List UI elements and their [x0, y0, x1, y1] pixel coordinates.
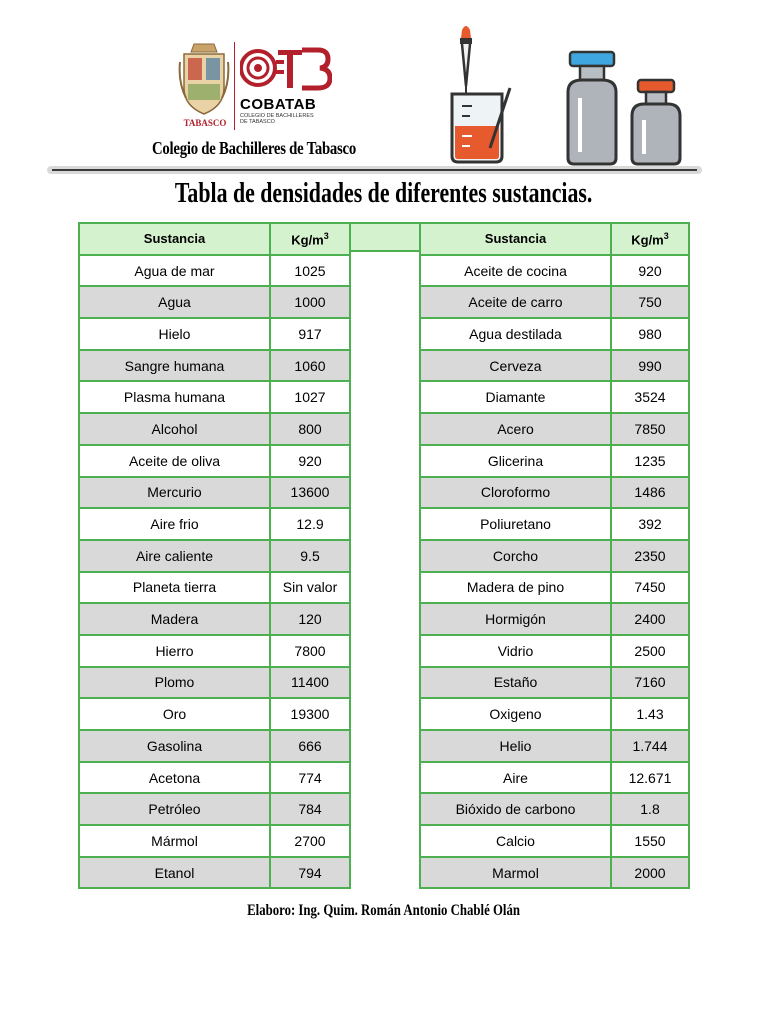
table-row: [79, 730, 350, 762]
substance-cell: Agua: [79, 286, 270, 318]
substance-cell: Hierro: [79, 635, 270, 667]
substance-cell: Plomo: [79, 667, 270, 699]
table-row: [420, 730, 689, 762]
substance-cell: Bióxido de carbono: [420, 793, 611, 825]
cobatab-wordmark: COBATAB: [240, 96, 317, 113]
table-row: [420, 445, 689, 477]
substance-cell: Aceite de cocina: [420, 255, 611, 287]
substance-cell: Oro: [79, 698, 270, 730]
beaker-icon: [452, 88, 510, 162]
table-row: [420, 698, 689, 730]
document-header: [0, 0, 768, 172]
table-row: [79, 762, 350, 794]
table-row: [420, 572, 689, 604]
density-cell: 120: [270, 603, 350, 635]
table-row: [420, 318, 689, 350]
density-cell: 1486: [611, 477, 689, 509]
density-cell: 980: [611, 318, 689, 350]
table-row: [420, 540, 689, 572]
density-cell: 1550: [611, 825, 689, 857]
substance-cell: Plasma humana: [79, 381, 270, 413]
density-cell: 1.43: [611, 698, 689, 730]
tabasco-crest-icon: [178, 42, 230, 118]
cobatab-subtitle-line1: COLEGIO DE BACHILLERES: [240, 113, 314, 119]
table-row: [79, 255, 350, 287]
table-row: [79, 857, 350, 889]
substance-cell: Cloroformo: [420, 477, 611, 509]
density-cell: 794: [270, 857, 350, 889]
substance-cell: Diamante: [420, 381, 611, 413]
substance-cell: Mercurio: [79, 477, 270, 509]
table-body-left: [79, 255, 350, 889]
table-header-row: [79, 223, 350, 255]
table-row: [79, 477, 350, 509]
substance-cell: Aire frio: [79, 508, 270, 540]
density-cell: 2500: [611, 635, 689, 667]
column-header-substance: Sustancia: [420, 223, 611, 255]
substance-cell: Etanol: [79, 857, 270, 889]
density-cell: 920: [611, 255, 689, 287]
table-body-right: [420, 255, 689, 889]
density-cell: 1025: [270, 255, 350, 287]
density-cell: 7450: [611, 572, 689, 604]
header-rule-line: [52, 169, 697, 171]
density-cell: 1027: [270, 381, 350, 413]
table-row: [79, 350, 350, 382]
column-header-unit: [270, 223, 350, 255]
density-cell: 7800: [270, 635, 350, 667]
substance-cell: Helio: [420, 730, 611, 762]
density-cell: 3524: [611, 381, 689, 413]
substance-cell: Madera: [79, 603, 270, 635]
state-label: TABASCO: [183, 118, 227, 128]
logo-divider: [234, 42, 235, 130]
reagent-bottle-blue-icon: [568, 52, 616, 164]
density-cell: 1.8: [611, 793, 689, 825]
table-row: [420, 255, 689, 287]
unit-label: Kg/m: [291, 232, 324, 247]
table-row: [420, 635, 689, 667]
table-row: [79, 603, 350, 635]
substance-cell: Cerveza: [420, 350, 611, 382]
substance-cell: Hielo: [79, 318, 270, 350]
table-row: [420, 286, 689, 318]
substance-cell: Aceite de carro: [420, 286, 611, 318]
substance-cell: Madera de pino: [420, 572, 611, 604]
density-cell: 2350: [611, 540, 689, 572]
table-row: [420, 477, 689, 509]
density-cell: 1060: [270, 350, 350, 382]
table-row: [420, 793, 689, 825]
substance-cell: Sangre humana: [79, 350, 270, 382]
table-row: [79, 698, 350, 730]
density-cell: 9.5: [270, 540, 350, 572]
cobatab-subtitle-line2: DE TABASCO: [240, 119, 275, 125]
substance-cell: Hormigón: [420, 603, 611, 635]
substance-cell: Gasolina: [79, 730, 270, 762]
substance-cell: Mármol: [79, 825, 270, 857]
page-title-text: Tabla de densidades de diferentes sustancias.: [175, 178, 593, 209]
density-cell: 19300: [270, 698, 350, 730]
table-row: [79, 445, 350, 477]
dropper-icon: [460, 26, 472, 98]
column-header-unit: [611, 223, 689, 255]
table-row: [79, 540, 350, 572]
college-title: Colegio de Bachilleres de Tabasco: [152, 138, 357, 158]
substance-cell: Marmol: [420, 857, 611, 889]
page-title: [0, 178, 768, 210]
table-row: [420, 413, 689, 445]
density-cell: 7160: [611, 667, 689, 699]
density-cell: 917: [270, 318, 350, 350]
table-row: [420, 762, 689, 794]
substance-cell: Agua destilada: [420, 318, 611, 350]
table-row: [79, 413, 350, 445]
density-cell: 392: [611, 508, 689, 540]
substance-cell: Aceite de oliva: [79, 445, 270, 477]
table-row: [79, 508, 350, 540]
substance-cell: Planeta tierra: [79, 572, 270, 604]
table-row: [79, 572, 350, 604]
table-row: [79, 667, 350, 699]
table-row: [79, 286, 350, 318]
table-gap-header: [349, 222, 419, 252]
table-row: [420, 350, 689, 382]
table-header-row: [420, 223, 689, 255]
reagent-bottle-orange-icon: [632, 80, 680, 164]
substance-cell: Alcohol: [79, 413, 270, 445]
table-row: [420, 667, 689, 699]
column-header-substance: Sustancia: [79, 223, 270, 255]
substance-cell: Petróleo: [79, 793, 270, 825]
substance-cell: Corcho: [420, 540, 611, 572]
density-table-left: [78, 222, 351, 889]
cobatab-subtitle: [240, 113, 335, 125]
density-table-right: [419, 222, 690, 889]
density-cell: 784: [270, 793, 350, 825]
lab-glassware-illustration: [440, 22, 685, 167]
substance-cell: Estaño: [420, 667, 611, 699]
substance-cell: Vidrio: [420, 635, 611, 667]
density-cell: 12.671: [611, 762, 689, 794]
substance-cell: Glicerina: [420, 445, 611, 477]
substance-cell: Aire caliente: [79, 540, 270, 572]
density-cell: 1.744: [611, 730, 689, 762]
substance-cell: Oxigeno: [420, 698, 611, 730]
density-cell: 2700: [270, 825, 350, 857]
substance-cell: Poliuretano: [420, 508, 611, 540]
table-row: [79, 825, 350, 857]
table-row: [420, 825, 689, 857]
cobatab-logo-icon: [240, 46, 332, 92]
density-cell: 774: [270, 762, 350, 794]
density-cell: Sin valor: [270, 572, 350, 604]
substance-cell: Acero: [420, 413, 611, 445]
unit-superscript: 3: [663, 230, 669, 241]
table-row: [420, 603, 689, 635]
density-cell: 1000: [270, 286, 350, 318]
table-row: [79, 635, 350, 667]
unit-label: Kg/m: [631, 232, 664, 247]
density-cell: 750: [611, 286, 689, 318]
author-text: Elaboro: Ing. Quim. Román Antonio Chablé Olán: [247, 902, 521, 919]
unit-superscript: 3: [323, 230, 329, 241]
density-cell: 1235: [611, 445, 689, 477]
density-cell: 11400: [270, 667, 350, 699]
density-cell: 2400: [611, 603, 689, 635]
substance-cell: Calcio: [420, 825, 611, 857]
density-cell: 12.9: [270, 508, 350, 540]
table-row: [420, 381, 689, 413]
table-row: [79, 793, 350, 825]
table-row: [79, 318, 350, 350]
substance-cell: Agua de mar: [79, 255, 270, 287]
density-cell: 666: [270, 730, 350, 762]
density-cell: 13600: [270, 477, 350, 509]
table-row: [420, 857, 689, 889]
table-row: [420, 508, 689, 540]
density-cell: 990: [611, 350, 689, 382]
table-row: [79, 381, 350, 413]
density-cell: 7850: [611, 413, 689, 445]
substance-cell: Acetona: [79, 762, 270, 794]
density-cell: 920: [270, 445, 350, 477]
substance-cell: Aire: [420, 762, 611, 794]
density-cell: 2000: [611, 857, 689, 889]
author-credit: [0, 902, 768, 920]
density-cell: 800: [270, 413, 350, 445]
